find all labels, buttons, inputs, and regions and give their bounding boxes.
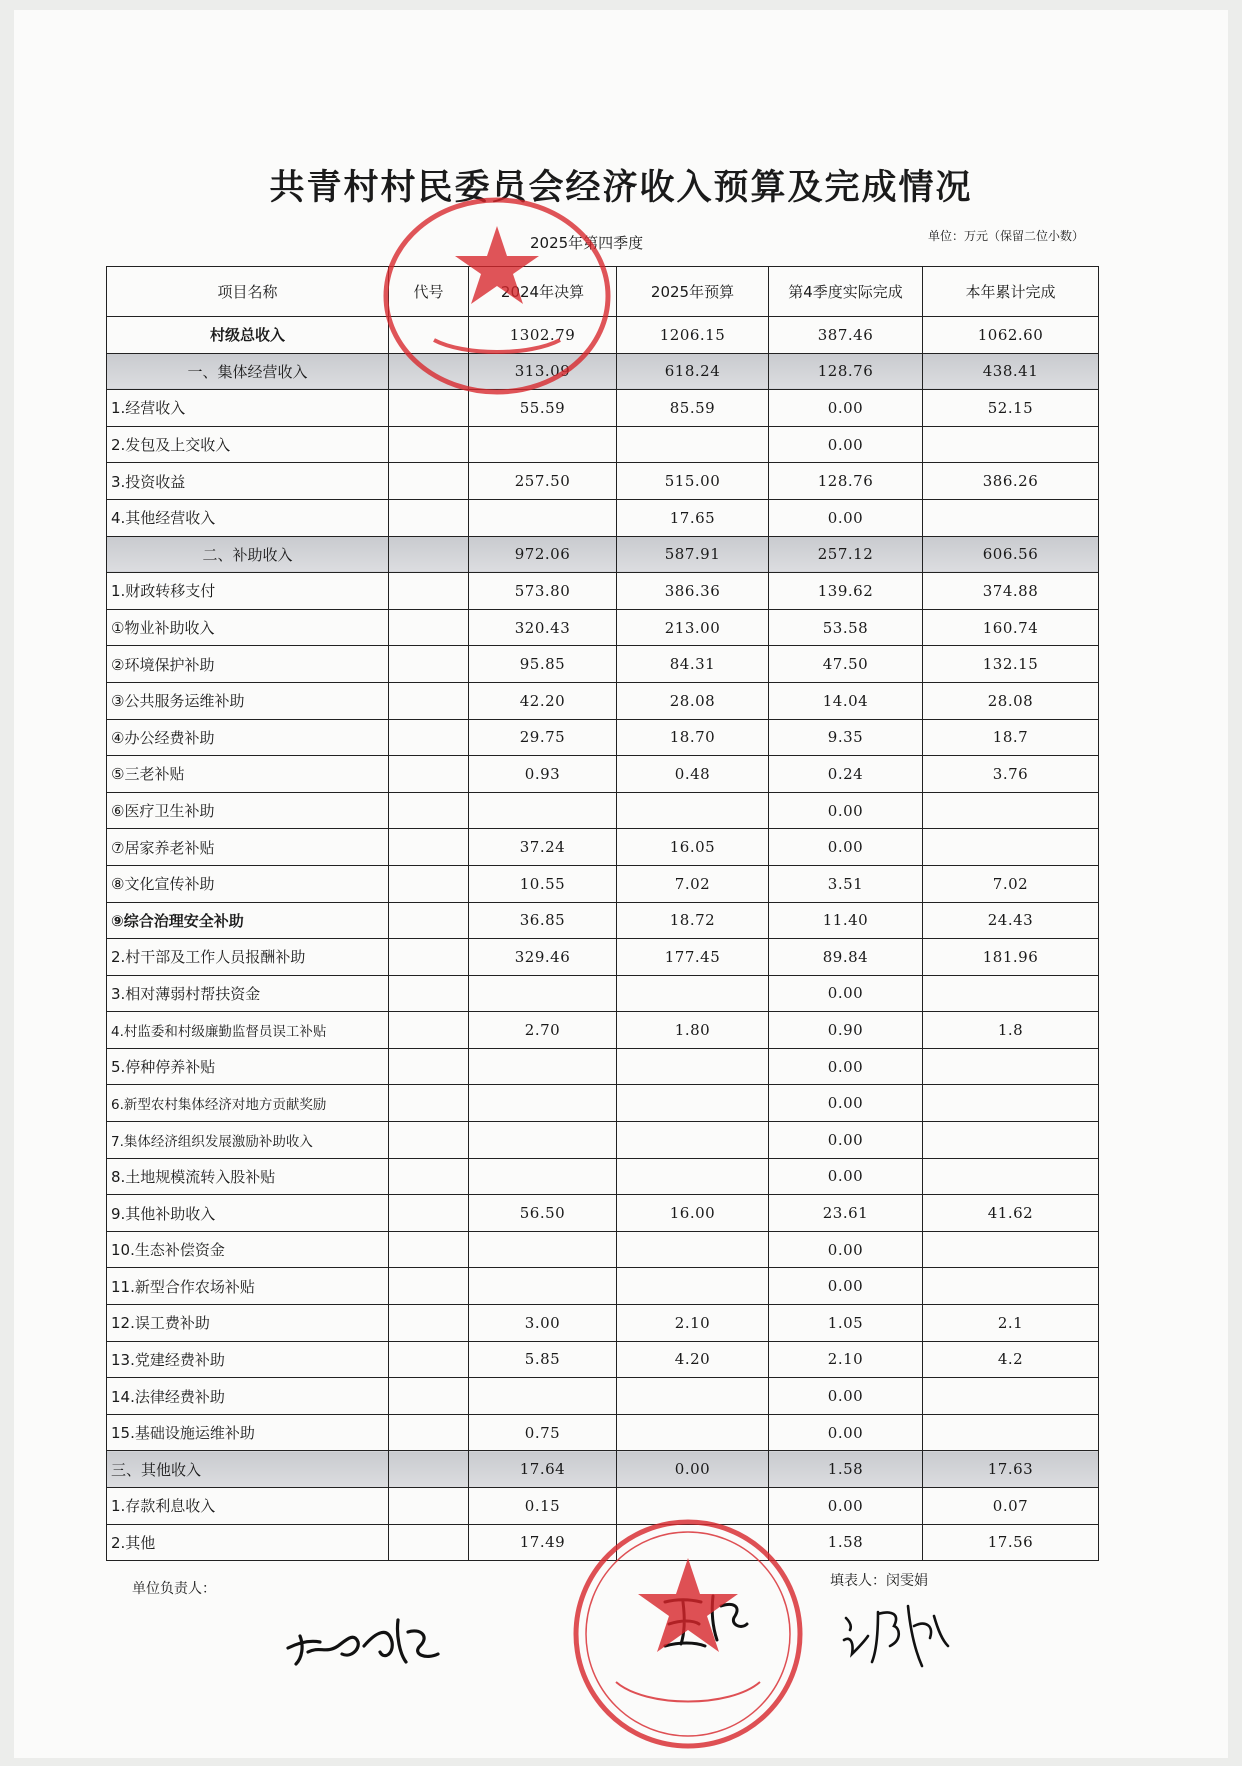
- q4-actual-cell: 89.84: [769, 939, 923, 976]
- document-title: 共青村村民委员会经济收入预算及完成情况: [269, 168, 973, 208]
- table-row: [107, 1341, 1099, 1378]
- header-code: 代号: [389, 267, 469, 317]
- q4-actual-cell: 387.46: [769, 317, 923, 354]
- budget-2025-cell: 0.48: [617, 756, 769, 793]
- budget-2025-cell: 28.08: [617, 682, 769, 719]
- budget-2025-cell: 0.00: [617, 1451, 769, 1488]
- table-row: [107, 463, 1099, 500]
- supervisory-committee-seal: [566, 1512, 810, 1756]
- budget-2025-cell: [617, 426, 769, 463]
- final-2024-cell: 56.50: [469, 1195, 617, 1232]
- table-row: [107, 829, 1099, 866]
- final-2024-cell: 55.59: [469, 390, 617, 427]
- ytd-actual-cell: 2.1: [923, 1305, 1099, 1342]
- item-name-cell: 4.其他经营收入: [107, 499, 389, 536]
- q4-actual-cell: 0.00: [769, 1085, 923, 1122]
- ytd-actual-cell: 4.2: [923, 1341, 1099, 1378]
- budget-2025-cell: [617, 1231, 769, 1268]
- budget-2025-cell: 618.24: [617, 353, 769, 390]
- q4-actual-cell: 0.00: [769, 792, 923, 829]
- ytd-actual-cell: 17.56: [923, 1524, 1099, 1561]
- final-2024-cell: 313.09: [469, 353, 617, 390]
- final-2024-cell: [469, 1085, 617, 1122]
- q4-actual-cell: 3.51: [769, 865, 923, 902]
- budget-2025-cell: 213.00: [617, 609, 769, 646]
- ytd-actual-cell: 181.96: [923, 939, 1099, 976]
- table-row: [107, 1122, 1099, 1159]
- item-name-cell: 村级总收入: [107, 317, 389, 354]
- code-cell: [389, 939, 469, 976]
- code-cell: [389, 682, 469, 719]
- ytd-actual-cell: [923, 1048, 1099, 1085]
- ytd-actual-cell: [923, 975, 1099, 1012]
- q4-actual-cell: 0.00: [769, 1048, 923, 1085]
- q4-actual-cell: 11.40: [769, 902, 923, 939]
- final-2024-cell: [469, 1122, 617, 1159]
- table-row: [107, 719, 1099, 756]
- item-name-cell: 15.基础设施运维补助: [107, 1414, 389, 1451]
- final-2024-cell: 0.15: [469, 1488, 617, 1525]
- code-cell: [389, 1158, 469, 1195]
- ytd-actual-cell: [923, 1378, 1099, 1415]
- final-2024-cell: [469, 499, 617, 536]
- final-2024-cell: 10.55: [469, 865, 617, 902]
- final-2024-cell: [469, 1048, 617, 1085]
- q4-actual-cell: 1.58: [769, 1524, 923, 1561]
- item-name-cell: ②环境保护补助: [107, 646, 389, 683]
- code-cell: [389, 1012, 469, 1049]
- q4-actual-cell: 2.10: [769, 1341, 923, 1378]
- budget-2025-cell: 2.10: [617, 1305, 769, 1342]
- ytd-actual-cell: [923, 1268, 1099, 1305]
- budget-2025-cell: 16.05: [617, 829, 769, 866]
- ytd-actual-cell: 1062.60: [923, 317, 1099, 354]
- final-2024-cell: 29.75: [469, 719, 617, 756]
- code-cell: [389, 646, 469, 683]
- q4-actual-cell: 128.76: [769, 463, 923, 500]
- ytd-actual-cell: [923, 499, 1099, 536]
- code-cell: [389, 1048, 469, 1085]
- final-2024-cell: [469, 1268, 617, 1305]
- ytd-actual-cell: 24.43: [923, 902, 1099, 939]
- header-item-name: 项目名称: [107, 267, 389, 317]
- final-2024-cell: 37.24: [469, 829, 617, 866]
- code-cell: [389, 792, 469, 829]
- item-name-cell: 二、补助收入: [107, 536, 389, 573]
- q4-actual-cell: 0.00: [769, 1414, 923, 1451]
- final-2024-cell: 2.70: [469, 1012, 617, 1049]
- table-row: [107, 499, 1099, 536]
- item-name-cell: 9.其他补助收入: [107, 1195, 389, 1232]
- ytd-actual-cell: 386.26: [923, 463, 1099, 500]
- final-2024-cell: 257.50: [469, 463, 617, 500]
- section-row: [107, 536, 1099, 573]
- ytd-actual-cell: 0.07: [923, 1488, 1099, 1525]
- final-2024-cell: [469, 1378, 617, 1415]
- q4-actual-cell: 0.00: [769, 499, 923, 536]
- signature-preparer: [838, 1596, 958, 1672]
- ytd-actual-cell: 28.08: [923, 682, 1099, 719]
- final-2024-cell: [469, 1231, 617, 1268]
- code-cell: [389, 536, 469, 573]
- code-cell: [389, 1122, 469, 1159]
- final-2024-cell: 36.85: [469, 902, 617, 939]
- unit-note: 单位：万元（保留二位小数）: [928, 229, 1085, 243]
- table-row: [107, 1378, 1099, 1415]
- budget-2025-cell: 1.80: [617, 1012, 769, 1049]
- section-row: [107, 1451, 1099, 1488]
- ytd-actual-cell: 41.62: [923, 1195, 1099, 1232]
- ytd-actual-cell: 132.15: [923, 646, 1099, 683]
- ytd-actual-cell: 18.7: [923, 719, 1099, 756]
- item-name-cell: 3.相对薄弱村帮扶资金: [107, 975, 389, 1012]
- header-2024-final: 2024年决算: [469, 267, 617, 317]
- code-cell: [389, 1085, 469, 1122]
- item-name-cell: 2.村干部及工作人员报酬补助: [107, 939, 389, 976]
- budget-2025-cell: 4.20: [617, 1341, 769, 1378]
- item-name-cell: ⑤三老补贴: [107, 756, 389, 793]
- item-name-cell: 7.集体经济组织发展激励补助收入: [107, 1122, 389, 1159]
- item-name-cell: ⑨综合治理安全补助: [107, 902, 389, 939]
- q4-actual-cell: 0.00: [769, 1158, 923, 1195]
- final-2024-cell: 329.46: [469, 939, 617, 976]
- q4-actual-cell: 128.76: [769, 353, 923, 390]
- table-row: [107, 1048, 1099, 1085]
- budget-2025-cell: 17.65: [617, 499, 769, 536]
- budget-2025-cell: 84.31: [617, 646, 769, 683]
- q4-actual-cell: 0.00: [769, 390, 923, 427]
- final-2024-cell: 0.93: [469, 756, 617, 793]
- final-2024-cell: [469, 426, 617, 463]
- q4-actual-cell: 47.50: [769, 646, 923, 683]
- budget-2025-cell: [617, 1122, 769, 1159]
- ytd-actual-cell: 374.88: [923, 573, 1099, 610]
- code-cell: [389, 865, 469, 902]
- table-row: [107, 573, 1099, 610]
- ytd-actual-cell: [923, 829, 1099, 866]
- ytd-actual-cell: 3.76: [923, 756, 1099, 793]
- table-row: [107, 865, 1099, 902]
- item-name-cell: 一、集体经营收入: [107, 353, 389, 390]
- table-row: [107, 902, 1099, 939]
- income-table: [106, 266, 1099, 1561]
- final-2024-cell: [469, 975, 617, 1012]
- item-name-cell: 1.存款利息收入: [107, 1488, 389, 1525]
- budget-2025-cell: 85.59: [617, 390, 769, 427]
- item-name-cell: 11.新型合作农场补贴: [107, 1268, 389, 1305]
- code-cell: [389, 463, 469, 500]
- table-row: [107, 939, 1099, 976]
- header-ytd-actual: 本年累计完成: [923, 267, 1099, 317]
- ytd-actual-cell: 160.74: [923, 609, 1099, 646]
- code-cell: [389, 1414, 469, 1451]
- budget-2025-cell: [617, 975, 769, 1012]
- final-2024-cell: 3.00: [469, 1305, 617, 1342]
- q4-actual-cell: 0.24: [769, 756, 923, 793]
- table-row: [107, 1085, 1099, 1122]
- final-2024-cell: 17.49: [469, 1524, 617, 1561]
- code-cell: [389, 1231, 469, 1268]
- code-cell: [389, 902, 469, 939]
- item-name-cell: ③公共服务运维补助: [107, 682, 389, 719]
- header-q4-actual: 第4季度实际完成: [769, 267, 923, 317]
- q4-actual-cell: 0.00: [769, 829, 923, 866]
- budget-2025-cell: [617, 1268, 769, 1305]
- table-row: [107, 609, 1099, 646]
- code-cell: [389, 499, 469, 536]
- item-name-cell: 2.发包及上交收入: [107, 426, 389, 463]
- q4-actual-cell: 0.00: [769, 1122, 923, 1159]
- item-name-cell: 13.党建经费补助: [107, 1341, 389, 1378]
- report-period: 2025年第四季度: [530, 234, 644, 252]
- code-cell: [389, 829, 469, 866]
- ytd-actual-cell: 438.41: [923, 353, 1099, 390]
- village-committee-seal: [374, 190, 620, 402]
- code-cell: [389, 1488, 469, 1525]
- item-name-cell: ⑥医疗卫生补助: [107, 792, 389, 829]
- code-cell: [389, 719, 469, 756]
- ytd-actual-cell: [923, 426, 1099, 463]
- item-name-cell: ⑧文化宣传补助: [107, 865, 389, 902]
- budget-2025-cell: 18.70: [617, 719, 769, 756]
- ytd-actual-cell: [923, 792, 1099, 829]
- q4-actual-cell: 1.58: [769, 1451, 923, 1488]
- item-name-cell: 3.投资收益: [107, 463, 389, 500]
- signature-unit-head: [280, 1602, 460, 1672]
- ytd-actual-cell: [923, 1231, 1099, 1268]
- final-2024-cell: [469, 1158, 617, 1195]
- final-2024-cell: 972.06: [469, 536, 617, 573]
- budget-2025-cell: [617, 792, 769, 829]
- item-name-cell: 6.新型农村集体经济对地方贡献奖励: [107, 1085, 389, 1122]
- q4-actual-cell: 0.00: [769, 1378, 923, 1415]
- preparer-label: 填表人：闵雯娟: [830, 1573, 928, 1589]
- table-row: [107, 792, 1099, 829]
- final-2024-cell: 95.85: [469, 646, 617, 683]
- q4-actual-cell: 0.00: [769, 975, 923, 1012]
- q4-actual-cell: 0.90: [769, 1012, 923, 1049]
- table-row: [107, 1012, 1099, 1049]
- budget-2025-cell: 18.72: [617, 902, 769, 939]
- budget-2025-cell: [617, 1158, 769, 1195]
- item-name-cell: 12.误工费补助: [107, 1305, 389, 1342]
- item-name-cell: 14.法律经费补助: [107, 1378, 389, 1415]
- table-row: [107, 682, 1099, 719]
- header-2025-budget: 2025年预算: [617, 267, 769, 317]
- q4-actual-cell: 139.62: [769, 573, 923, 610]
- item-name-cell: 10.生态补偿资金: [107, 1231, 389, 1268]
- table-row: [107, 1158, 1099, 1195]
- unit-head-label: 单位负责人：: [132, 1581, 216, 1597]
- table-row: [107, 646, 1099, 683]
- ytd-actual-cell: 52.15: [923, 390, 1099, 427]
- ytd-actual-cell: [923, 1085, 1099, 1122]
- budget-2025-cell: [617, 1085, 769, 1122]
- code-cell: [389, 1268, 469, 1305]
- final-2024-cell: 1302.79: [469, 317, 617, 354]
- budget-2025-cell: 587.91: [617, 536, 769, 573]
- budget-2025-cell: 7.02: [617, 865, 769, 902]
- code-cell: [389, 1195, 469, 1232]
- budget-2025-cell: 16.00: [617, 1195, 769, 1232]
- q4-actual-cell: 1.05: [769, 1305, 923, 1342]
- ytd-actual-cell: 17.63: [923, 1451, 1099, 1488]
- item-name-cell: 1.经营收入: [107, 390, 389, 427]
- ytd-actual-cell: 606.56: [923, 536, 1099, 573]
- item-name-cell: 5.停种停养补贴: [107, 1048, 389, 1085]
- final-2024-cell: 5.85: [469, 1341, 617, 1378]
- final-2024-cell: 42.20: [469, 682, 617, 719]
- code-cell: [389, 975, 469, 1012]
- item-name-cell: 8.土地规模流转入股补贴: [107, 1158, 389, 1195]
- ytd-actual-cell: 1.8: [923, 1012, 1099, 1049]
- budget-2025-cell: 515.00: [617, 463, 769, 500]
- ytd-actual-cell: [923, 1122, 1099, 1159]
- item-name-cell: 1.财政转移支付: [107, 573, 389, 610]
- ytd-actual-cell: [923, 1414, 1099, 1451]
- code-cell: [389, 1378, 469, 1415]
- code-cell: [389, 573, 469, 610]
- table-row: [107, 1268, 1099, 1305]
- budget-2025-cell: 177.45: [617, 939, 769, 976]
- q4-actual-cell: 0.00: [769, 426, 923, 463]
- table-row: [107, 426, 1099, 463]
- budget-2025-cell: [617, 1414, 769, 1451]
- final-2024-cell: 17.64: [469, 1451, 617, 1488]
- budget-2025-cell: [617, 1378, 769, 1415]
- q4-actual-cell: 0.00: [769, 1268, 923, 1305]
- budget-2025-cell: 386.36: [617, 573, 769, 610]
- item-name-cell: ①物业补助收入: [107, 609, 389, 646]
- q4-actual-cell: 9.35: [769, 719, 923, 756]
- table-row: [107, 1414, 1099, 1451]
- table-row: [107, 1305, 1099, 1342]
- final-2024-cell: [469, 792, 617, 829]
- q4-actual-cell: 0.00: [769, 1231, 923, 1268]
- final-2024-cell: 320.43: [469, 609, 617, 646]
- budget-2025-cell: 1206.15: [617, 317, 769, 354]
- code-cell: [389, 756, 469, 793]
- code-cell: [389, 1341, 469, 1378]
- item-name-cell: 4.村监委和村级廉勤监督员误工补贴: [107, 1012, 389, 1049]
- item-name-cell: 2.其他: [107, 1524, 389, 1561]
- table-row: [107, 1231, 1099, 1268]
- table-row: [107, 756, 1099, 793]
- final-2024-cell: 0.75: [469, 1414, 617, 1451]
- code-cell: [389, 1524, 469, 1561]
- code-cell: [389, 609, 469, 646]
- code-cell: [389, 1305, 469, 1342]
- q4-actual-cell: 14.04: [769, 682, 923, 719]
- q4-actual-cell: 257.12: [769, 536, 923, 573]
- table-row: [107, 1195, 1099, 1232]
- q4-actual-cell: 53.58: [769, 609, 923, 646]
- q4-actual-cell: 0.00: [769, 1488, 923, 1525]
- item-name-cell: ⑦居家养老补贴: [107, 829, 389, 866]
- ytd-actual-cell: [923, 1158, 1099, 1195]
- table-row: [107, 975, 1099, 1012]
- ytd-actual-cell: 7.02: [923, 865, 1099, 902]
- code-cell: [389, 426, 469, 463]
- q4-actual-cell: 23.61: [769, 1195, 923, 1232]
- budget-2025-cell: [617, 1048, 769, 1085]
- item-name-cell: 三、其他收入: [107, 1451, 389, 1488]
- final-2024-cell: 573.80: [469, 573, 617, 610]
- item-name-cell: ④办公经费补助: [107, 719, 389, 756]
- code-cell: [389, 1451, 469, 1488]
